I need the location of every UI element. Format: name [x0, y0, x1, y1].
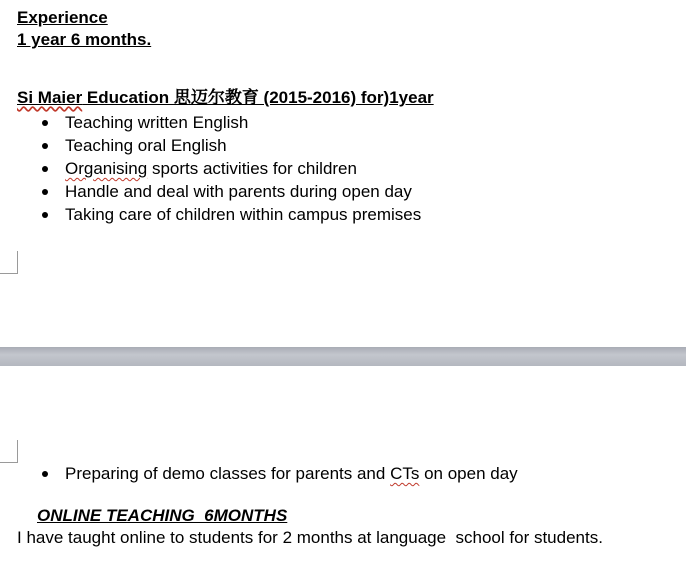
bullet-icon: [42, 120, 48, 126]
list-item: Teaching written English: [0, 111, 421, 134]
job-duties-list-continued: [0, 462, 518, 485]
job-duties-list: [0, 111, 421, 226]
bullet-icon: [42, 212, 48, 218]
document-page-2: [0, 366, 686, 588]
job-title-rest: Education 思迈尔教育 (2015-2016) for)1year: [82, 88, 434, 107]
bullet-icon: [42, 471, 48, 477]
list-item: Teaching oral English: [0, 134, 421, 157]
misspelled-word: CTs: [390, 464, 420, 483]
online-teaching-description: I have taught online to students for 2 months at language school for students.: [17, 528, 603, 547]
online-teaching-heading: ONLINE TEACHING 6MONTHS: [37, 506, 288, 525]
bullet-icon: [42, 143, 48, 149]
job-title: [17, 88, 434, 108]
page-break-gap: [0, 347, 686, 366]
misspelled-word: Organising: [65, 159, 148, 178]
list-item: Taking care of children within campus premises: [0, 203, 421, 226]
page-margin-corner-mark: [0, 251, 18, 274]
list-item: Handle and deal with parents during open day: [0, 180, 421, 203]
experience-heading: Experience: [17, 8, 108, 27]
experience-duration: 1 year 6 months.: [17, 30, 152, 49]
list-item: Organising sports activities for children: [0, 157, 421, 180]
page-margin-corner-mark: [0, 440, 18, 463]
job-title-misspelled: Si Maier: [17, 88, 83, 107]
bullet-icon: [42, 189, 48, 195]
bullet-icon: [42, 166, 48, 172]
list-item: Preparing of demo classes for parents and CTs on open day: [0, 462, 518, 485]
